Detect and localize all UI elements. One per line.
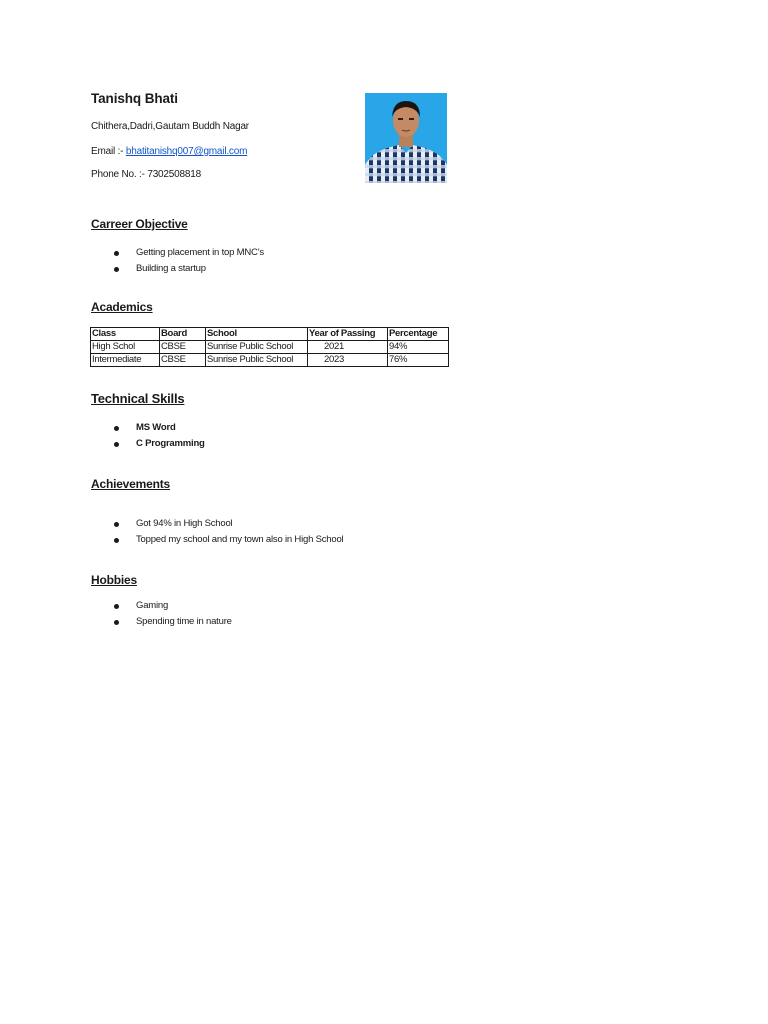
column-header-class: Class [91,328,160,341]
table-row [91,354,449,367]
hobbies-heading: Hobbies [91,573,137,587]
table-cell: High Schol [91,341,160,354]
table-cell: 2021 [308,341,388,354]
phone-line [91,169,201,180]
list-item: Building a startup [110,261,264,277]
achievements-list [110,516,343,547]
table-cell: Sunrise Public School [206,354,308,367]
address: Chithera,Dadri,Gautam Buddh Nagar [91,121,249,132]
table-row [91,341,449,354]
column-header-percentage: Percentage [388,328,449,341]
table-cell: 2023 [308,354,388,367]
academics-table [90,327,449,367]
email-label: Email :- [91,146,126,157]
column-header-year: Year of Passing [308,328,388,341]
career-objective-list [110,245,264,276]
academics-heading: Academics [91,300,153,314]
list-item: C Programming [110,436,205,452]
email-link[interactable]: bhatitanishq007@gmail.com [125,146,248,157]
list-item: Spending time in nature [110,614,232,630]
table-cell: Sunrise Public School [206,341,308,354]
phone-number: 7302508818 [147,169,201,180]
hobbies-list [110,598,232,629]
email-line [91,146,247,157]
career-objective-heading: Carreer Objective [91,217,188,231]
list-item: Got 94% in High School [110,516,343,532]
profile-photo [365,93,447,183]
table-cell: CBSE [160,341,206,354]
technical-skills-heading: Technical Skills [91,391,185,406]
candidate-name: Tanishq Bhati [91,91,178,106]
column-header-board: Board [160,328,206,341]
list-item: MS Word [110,420,205,436]
table-cell: CBSE [160,354,206,367]
table-cell: 94% [388,341,449,354]
table-cell: 76% [388,354,449,367]
profile-photo-image [365,93,447,183]
table-cell: Intermediate [91,354,160,367]
column-header-school: School [206,328,308,341]
table-header-row [91,328,449,341]
phone-label: Phone No. :- [91,169,148,180]
achievements-heading: Achievements [91,477,170,491]
technical-skills-list [110,420,205,451]
list-item: Gaming [110,598,232,614]
list-item: Getting placement in top MNC’s [110,245,264,261]
list-item: Topped my school and my town also in High School [110,532,343,548]
